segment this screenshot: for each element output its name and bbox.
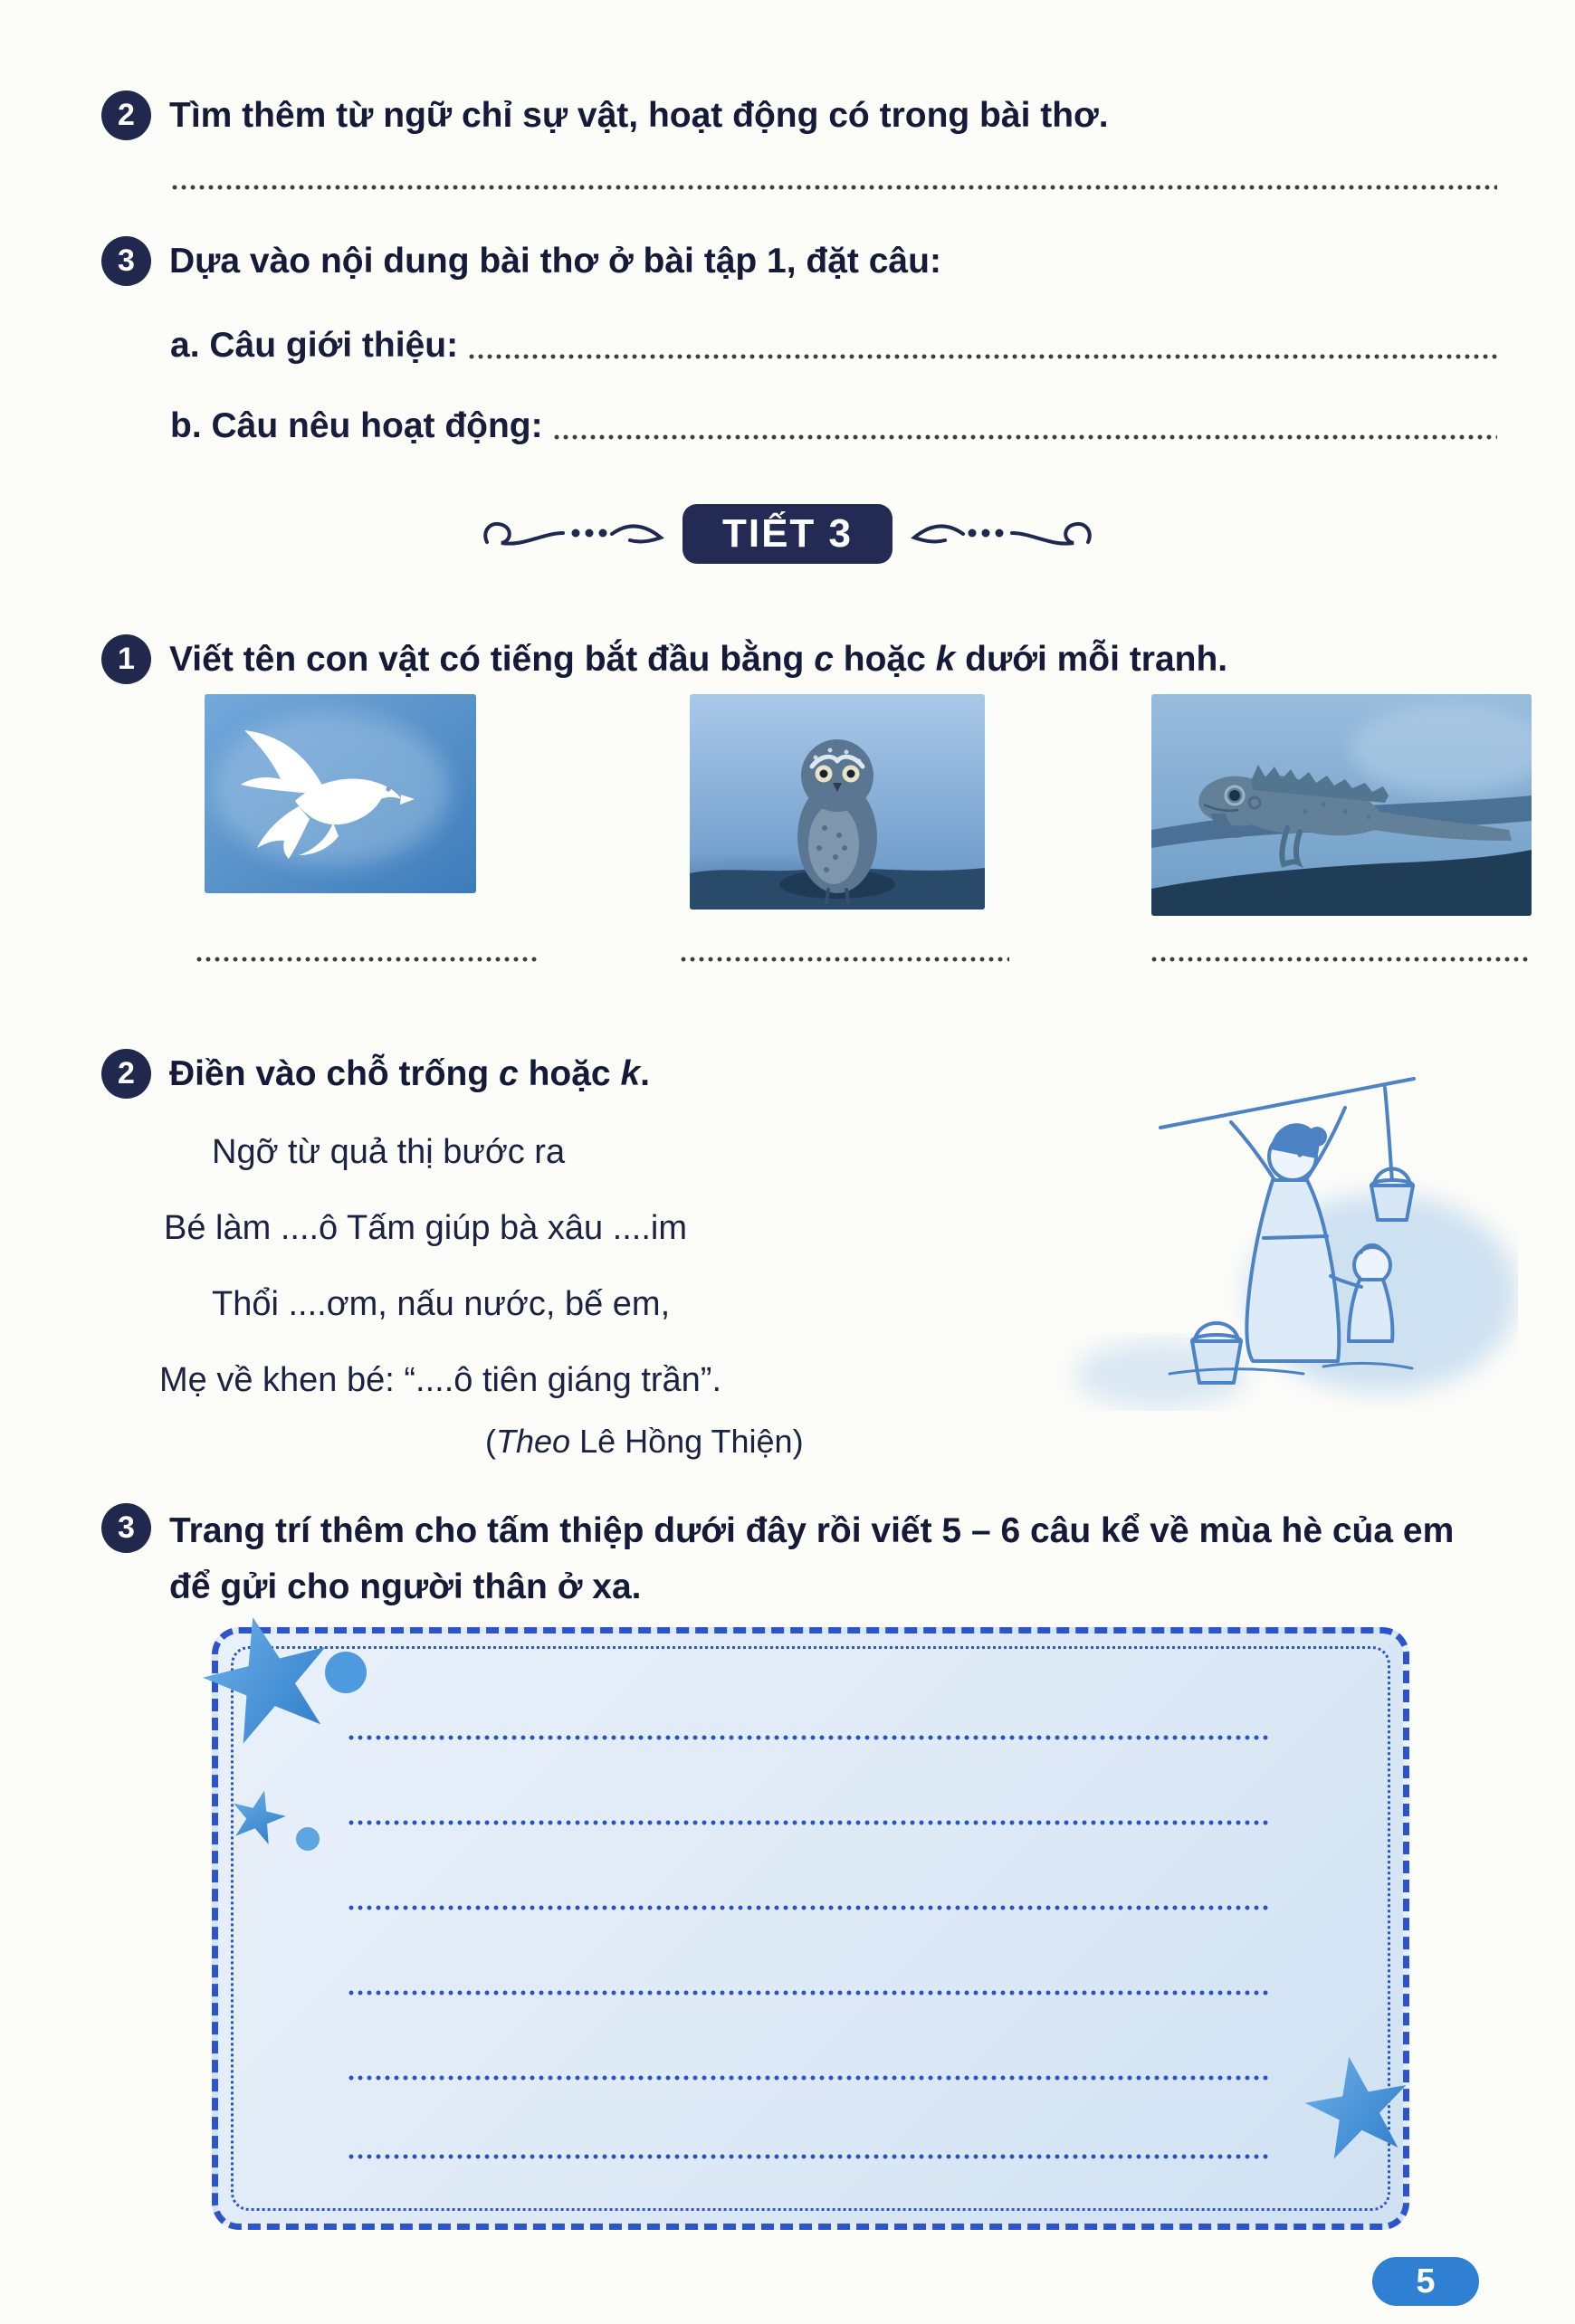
circle-decoration-icon: [325, 1652, 367, 1693]
greeting-card: [212, 1627, 1409, 2230]
exercise-number-badge: 3: [101, 1503, 151, 1553]
exercise-animal-names: [101, 634, 1575, 962]
exercise-fill-blanks: [101, 1049, 1497, 1463]
section-banner: [0, 504, 1575, 564]
card-writing-line: [347, 1820, 1272, 1825]
card-writing-line: [347, 1905, 1272, 1910]
exercise-title: Dựa vào nội dung bài thơ ở bài tập 1, đặt câu:: [169, 242, 941, 281]
exercise-title: Điền vào chỗ trống c hoặc k.: [169, 1054, 650, 1093]
dotted-answer-line: [195, 957, 539, 962]
flourish-ornament-icon: [480, 513, 670, 555]
card-writing-line: [347, 2075, 1272, 2081]
circle-decoration-icon: [296, 1827, 320, 1851]
star-icon: [1293, 2043, 1421, 2170]
flourish-ornament-icon: [905, 513, 1095, 555]
poem-line: Ngỡ từ quả thị bước ra: [212, 1133, 566, 1171]
item-a-label: a. Câu giới thiệu:: [170, 326, 459, 365]
exercise-title: Trang trí thêm cho tấm thiệp dưới đây rồi viết 5 – 6 câu kể về mùa hè của em để gửi cho người thân ở xa.: [169, 1511, 1455, 1606]
card-writing-line: [347, 1990, 1272, 1995]
exercise-number-badge: 3: [101, 236, 151, 286]
poem-line: Mẹ về khen bé: “....ô tiên giáng trần”.: [159, 1361, 722, 1399]
exercise-number-badge: 2: [101, 90, 151, 140]
dotted-answer-line: [170, 185, 1497, 190]
exercise-title: Tìm thêm từ ngữ chỉ sự vật, hoạt động có trong bài thơ.: [169, 96, 1109, 135]
item-a-row: [170, 324, 1497, 367]
poem-line: Bé làm ....ô Tấm giúp bà xâu ....im: [164, 1209, 687, 1247]
iguana-photo: [1151, 694, 1532, 916]
exercise-number-badge: 2: [101, 1049, 151, 1099]
section-title: TIẾT 3: [682, 504, 892, 564]
dotted-answer-line: [1150, 957, 1530, 962]
exercise-decorate-card: [101, 1503, 1497, 2230]
item-b-label: b. Câu nêu hoạt động:: [170, 406, 543, 445]
owl-photo: [690, 694, 985, 910]
card-writing-line: [347, 2154, 1272, 2159]
mother-child-illustration: [1025, 1072, 1518, 1411]
page-number-badge: 5: [1372, 2257, 1479, 2306]
dotted-answer-line: [467, 354, 1497, 359]
card-writing-line: [347, 1735, 1272, 1740]
exercise-title: Viết tên con vật có tiếng bắt đầu bằng c hoặc k dưới mỗi tranh.: [169, 640, 1228, 679]
exercise-number-badge: 1: [101, 634, 151, 684]
dotted-answer-line: [552, 434, 1497, 440]
animal-photos-row: [101, 694, 1575, 916]
poem-line: Thổi ....ơm, nấu nước, bế em,: [212, 1285, 671, 1323]
poem-attribution: (Theo Lê Hồng Thiện): [485, 1423, 804, 1460]
dotted-answer-line: [679, 957, 1009, 962]
dove-photo: [205, 694, 476, 893]
card-inner-border: [231, 1646, 1390, 2211]
answer-lines-row: [101, 957, 1575, 962]
exercise-make-sentences: [101, 236, 1497, 448]
item-b-row: [170, 405, 1497, 448]
exercise-find-words: [101, 90, 1497, 190]
